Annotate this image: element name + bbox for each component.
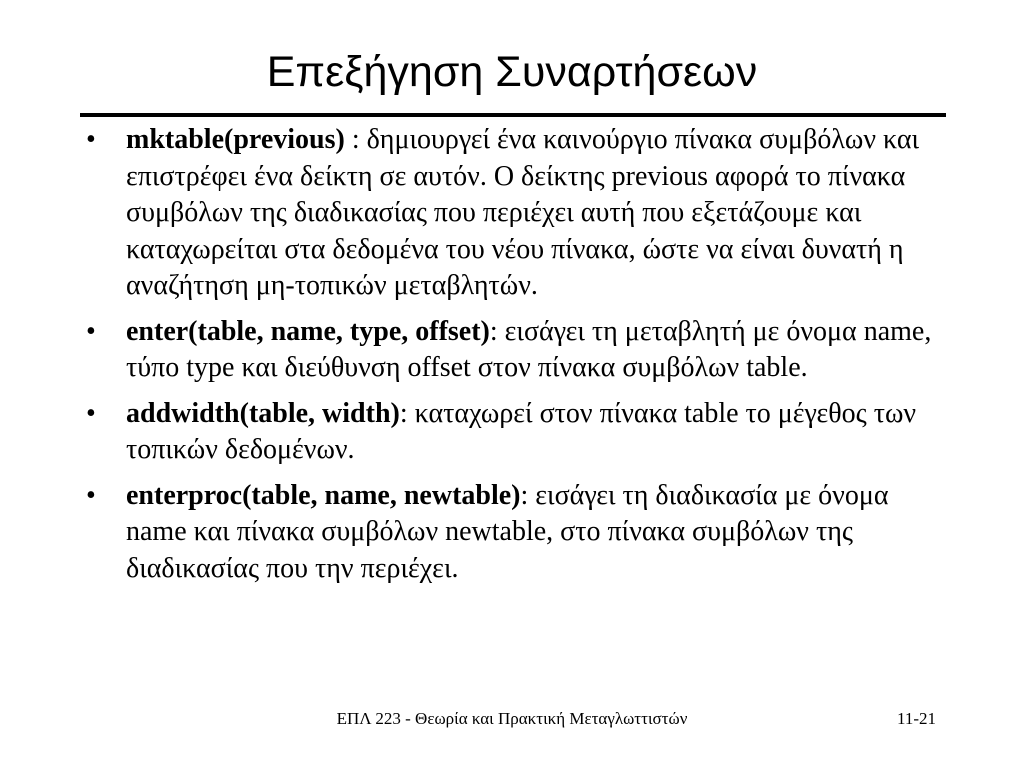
- bullet-item-addwidth: [80, 396, 940, 469]
- function-description: δημιουργεί ένα καινούργιο πίνακα συμβόλων και επιστρέφει ένα δείκτη σε αυτόν. Ο δείκτης previous αφορά το πίνακα συμβόλων της διαδικασίας που περιέχει αυτή που εξετάζουμε και καταχωρείται στα δεδομένα του νέου πίνακα, ώστε να είναι δυνατή η αναζήτηση μη-τοπικών μεταβλητών.: [126, 124, 920, 301]
- function-signature: mktable(previous): [126, 124, 345, 155]
- function-description: εισάγει τη μεταβλητή με όνομα name, τύπο type και διεύθυνση offset στον πίνακα συμβόλων table.: [126, 315, 932, 383]
- function-signature: enter(table, name, type, offset): [126, 315, 490, 347]
- bullet-item-enterproc: [80, 478, 940, 588]
- bullet-item-mktable: [80, 122, 940, 305]
- title-underline: [80, 113, 946, 117]
- bullet-icon: •: [86, 397, 96, 429]
- bullet-list: [80, 122, 940, 596]
- function-description: εισάγει τη διαδικασία με όνομα name και πίνακα συμβόλων newtable, στο πίνακα συμβόλων της διαδικασίας που την περιέχει.: [126, 479, 889, 584]
- footer-course-title: ΕΠΛ 223 - Θεωρία και Πρακτική Μεταγλωττιστών: [336, 709, 688, 728]
- function-signature: addwidth(table, width): [126, 397, 400, 429]
- separator: :: [344, 124, 367, 155]
- separator: :: [489, 315, 505, 347]
- separator: :: [520, 479, 536, 511]
- footer-page-number: 11-21: [896, 709, 936, 728]
- bullet-icon: •: [86, 315, 96, 347]
- function-description: καταχωρεί στον πίνακα table το μέγεθος των τοπικών δεδομένων.: [126, 397, 917, 465]
- separator: :: [399, 397, 415, 429]
- bullet-icon: •: [86, 124, 96, 155]
- slide-title: Επεξήγηση Συναρτήσεων: [266, 48, 758, 96]
- function-signature: enterproc(table, name, newtable): [126, 479, 521, 511]
- bullet-item-enter: [80, 314, 940, 387]
- bullet-icon: •: [86, 479, 96, 511]
